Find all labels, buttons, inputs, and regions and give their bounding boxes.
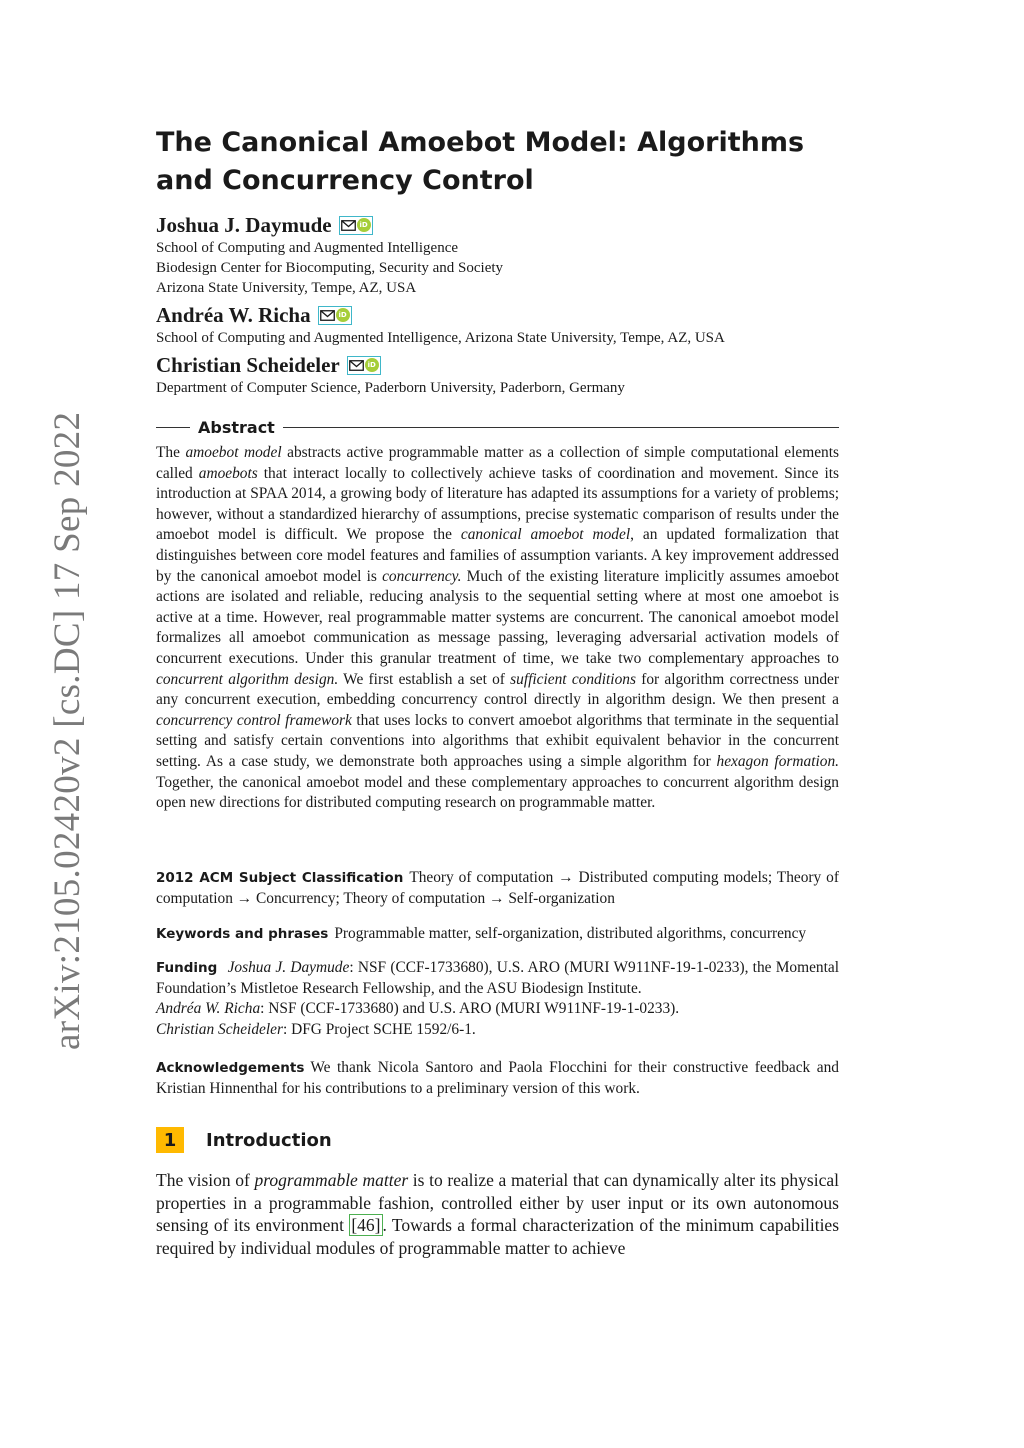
author-name [156,352,839,378]
author-links [339,216,373,235]
keywords [156,924,839,945]
acm-classification [156,868,839,909]
abstract-text: The amoebot model abstracts active programmable matter as a collection of simple computational elements called amoebots that interact locally to collectively achieve tasks of coordination and movement. Since its introduction at SPAA 2014, a growing body of literature has adapted its assumptions for a variety of problems; however, without a standardized hierarchy of assumptions, precise systematic comparison of results under the amoebot model is difficult. We propose the canonical amoebot model, an updated formalization that distinguishes between core model features and families of assumption variants. A key improvement addressed by the canonical amoebot model is concurrency. Much of the existing literature implicitly assumes amoebot actions are isolated and reliable, reducing analysis to the sequential setting where at most one amoebot is active at a time. However, real programmable matter systems are concurrent. The canonical amoebot model formalizes all amoebot communication as message passing, leveraging adversarial activation models of concurrent executions. Under this granular treatment of time, we take two complementary approaches to concurrent algorithm design. We first establish a set of sufficient conditions for algorithm correctness under any concurrent execution, embedding concurrency control directly in algorithm design. We then present a concurrency control framework that uses locks to convert amoebot algorithms that terminate in the sequential setting and satisfy certain conventions into algorithms that exhibit equivalent behavior in the concurrent setting. As a case study, we demonstrate both approaches using a simple algorithm for hexagon formation. Together, the canonical amoebot model and these complementary approaches to concurrent algorithm design open new directions for distributed computing research on programmable matter. [156,444,840,812]
heading-rule-right [283,427,839,428]
affiliation-line: Arizona State University, Tempe, AZ, USA [156,280,417,296]
author-name-text: Andréa W. Richa [156,303,311,327]
citation-link[interactable]: [46] [351,1215,381,1235]
keywords-text: Programmable matter, self-organization, distributed algorithms, concurrency [334,925,807,942]
email-icon[interactable] [341,220,356,231]
author-name-text: Christian Scheideler [156,353,340,377]
funding-text: : NSF (CCF-1733680), U.S. ARO (MURI W911NF-19-1-0233), the Momental Foundation’s Mistletoe Research Fellowship, and the ASU Biodesign Institute. [156,959,839,997]
funding-name: Joshua J. Daymude [227,959,350,976]
orcid-icon[interactable]: iD [336,308,350,322]
affiliation-line: School of Computing and Augmented Intelligence, Arizona State University, Tempe, AZ, USA [156,330,725,346]
author-links [318,306,352,325]
author-name [156,212,839,238]
affiliation-line: Biodesign Center for Biocomputing, Security and Society [156,260,504,276]
author-links [347,356,381,375]
abstract-label: Abstract [198,417,275,437]
funding-name: Andréa W. Richa [156,1000,261,1018]
keywords-label: Keywords and phrases [156,926,329,942]
acm-text: Theory of computation → Distributed computing models; Theory of computation → Concurrency; Theory of computation → Self-organization [156,869,839,907]
author-block-scheideler [156,352,839,398]
heading-rule-left [156,427,190,428]
section-title: Introduction [206,1129,332,1151]
acknowledgements-label: Acknowledgements [156,1060,305,1076]
email-icon[interactable] [320,310,335,321]
author-block-richa [156,302,839,348]
funding-name: Christian Scheideler [156,1020,283,1038]
funding-text: : DFG Project SCHE 1592/6-1. [282,1020,476,1038]
section-number: 1 [156,1127,184,1153]
funding-label: Funding [156,960,218,976]
orcid-icon[interactable]: iD [357,218,371,232]
email-icon[interactable] [349,360,364,371]
orcid-icon[interactable]: iD [365,358,379,372]
section-heading-introduction [156,1126,332,1154]
arxiv-identifier-stamp: arXiv:2105.02420v2 [cs.DC] 17 Sep 2022 [47,411,88,1050]
acknowledgements [156,1058,839,1099]
funding-text: : NSF (CCF-1733680) and U.S. ARO (MURI W911NF-19-1-0233). [260,1000,680,1018]
acknowledgements-text: We thank Nicola Santoro and Paola Flocchini for their constructive feedback and Kristian Hinnenthal for his contributions to a preliminary version of this work. [156,1059,839,1097]
introduction-paragraph: The vision of programmable matter is to realize a material that can dynamically alter its physical properties in a programmable fashion, controlled either by user input or its own autonomous sensing of its environment [46] . Towards a formal characterization of the minimum capabilities required by individual modules of programmable matter to achieve [156,1170,840,1258]
abstract-heading [156,416,839,438]
funding [156,958,839,1040]
acm-label: 2012 ACM Subject Classification [156,870,404,886]
affiliation-line: School of Computing and Augmented Intelligence [156,240,459,256]
author-block-daymude [156,212,839,298]
paper-title: The Canonical Amoebot Model: Algorithms and Concurrency Control [156,127,805,196]
author-name [156,302,839,328]
author-name-text: Joshua J. Daymude [156,213,332,237]
affiliation-line: Department of Computer Science, Paderborn University, Paderborn, Germany [156,380,625,396]
